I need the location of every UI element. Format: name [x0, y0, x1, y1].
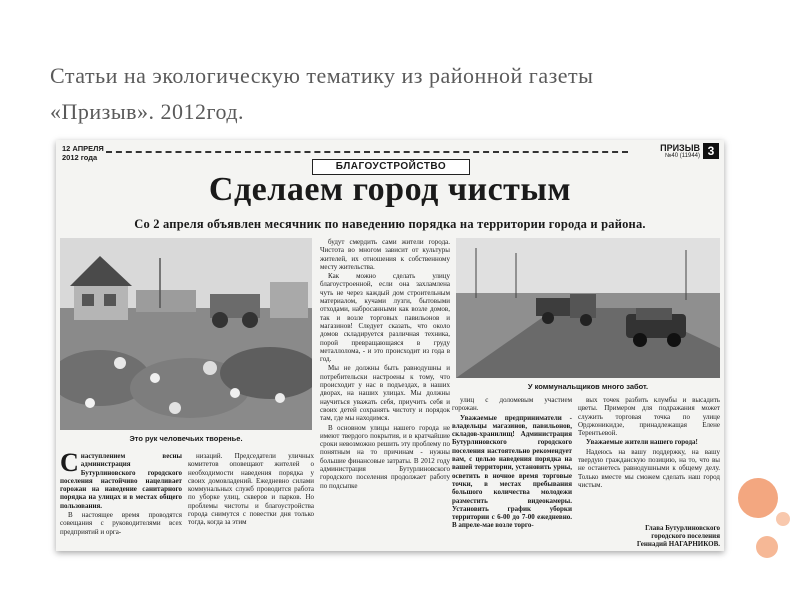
paragraph: В основном улицы нашего города не имеют твердого покрытия, и в кратчайшие сроки невозможно решить эту проблему по понятным на то причинам - нужны большие финансовые затраты. В 2012 году администрация Бутурлиновского городского поселения продолжает работу по подсыпке [320, 423, 450, 490]
photo-garbage-house-graphic [60, 238, 312, 430]
slide-title: Статьи на экологическую тематику из районной газеты «Призыв». 2012год. [50, 63, 594, 124]
article-column-middle [320, 238, 450, 538]
dateline [62, 144, 104, 162]
date-day: 12 АПРЕЛЯ [62, 144, 104, 153]
paragraph: вых точек разбить клумбы и высадить цветы. Примером для подражания может служить торговая точка по улице Орджоникидзе, принадлежащая Елене Терентьевой. [578, 396, 720, 438]
paragraph: будут смердить сами жители города. Чистота во многом зависит от культуры жителей, их отношения к собственному месту жительства. [320, 238, 450, 271]
decorative-circle-small [776, 512, 790, 526]
paragraph: Как можно сделать улицу благоустроенной, если она захламлена чуть не через каждый дом строительным материалом, кучами лузги, бытовыми отходами, набросанными как возле домов, так и возле торговых павильонов и магазинов! Следует сказать, что около домов складируется различная техника, порой превращающаяся в груду металлолома, - и это происходит из года в год. [320, 272, 450, 364]
newspaper-clipping [56, 140, 724, 551]
lead-text: наступлением весны администрация Бутурлиновского городского поселения настойчиво нацеливает горожан на наведение санитарного порядка на улицах и в местах общего пользования. [60, 452, 182, 510]
signature-line: Глава Бутурлиновского [645, 524, 720, 532]
paragraph: Уважаемые жители нашего города! [586, 438, 698, 447]
paragraph: низаций. Председатели уличных комитетов оповещают жителей о необходимости наведения порядка у своих домовладений. Ежедневно силами коммунальных служб проводится работа по уборке улиц, скверов и парков. Но проблемы чистоты и благоустройства города снимутся с повестки дня только тогда, когда за этим [188, 452, 314, 527]
article-column-b [188, 452, 314, 548]
subheadline: Со 2 апреля объявлен месячник по наведению порядка на территории города и района. [134, 217, 646, 231]
paragraph: В настоящее время проводятся совещания с руководителями всех предприятий и орга- [60, 511, 182, 536]
paragraph: улиц с доломевым участием горожан. [452, 396, 572, 413]
headline: Сделаем город чистым [208, 171, 572, 208]
drop-cap: С [60, 452, 79, 477]
paragraph: Мы не должны быть равнодушны и потребительски настроены к тому, что происходит у нас в подъездах, в наших дворах, на наших улицах. Мы должны научиться уважать себя, приучить себя и своих детей сохранять чистоту и порядок там, где мы находимся. [320, 364, 450, 423]
header-rule [106, 151, 628, 153]
article-column-intro [60, 452, 182, 548]
decorative-circle-medium [756, 536, 778, 558]
caption-right: У коммунальщиков много забот. [527, 382, 649, 391]
signature [578, 524, 720, 548]
article-column-c2 [452, 396, 572, 546]
photo-road-trucks [456, 238, 720, 378]
signature-line: городского поселения [651, 532, 720, 540]
decorative-circle-large [738, 478, 778, 518]
photo-road-trucks-graphic [456, 238, 720, 378]
paragraph: Надеюсь на вашу поддержку, на вашу твердую гражданскую позицию, на то, что вы не останетесь равнодушными к общему делу. Только вместе мы сможем сделать наш город чистым. [578, 447, 720, 489]
lead-paragraph [60, 452, 182, 510]
masthead: ПРИЗЫВ [660, 143, 700, 153]
issue-number: №40 (11944) [664, 153, 700, 159]
page-number: 3 [703, 143, 719, 159]
caption-left: Это рук человечьих творенье. [129, 434, 243, 443]
date-year: 2012 года [62, 153, 98, 162]
paragraph: Уважаемые предприниматели - владельцы магазинов, павильонов, складов-хранилищ! Администрация Бутурлиновского городского поселения настоятельно рекомендует вам, с целью наведения порядка на вашей территории, установить урны, осветить в ночное время торговые точки, в местах пребывания большого количества молодежи разместить видеокамеры. Установить график уборки территории с 6-00 до 7-00 ежедневно. В апреле-мае возле торго- [452, 413, 572, 530]
photo-garbage-house [60, 238, 312, 430]
signature-name: Геннадий НАГАРНИКОВ. [636, 540, 720, 548]
section-label: БЛАГОУСТРОЙСТВО [312, 159, 470, 175]
